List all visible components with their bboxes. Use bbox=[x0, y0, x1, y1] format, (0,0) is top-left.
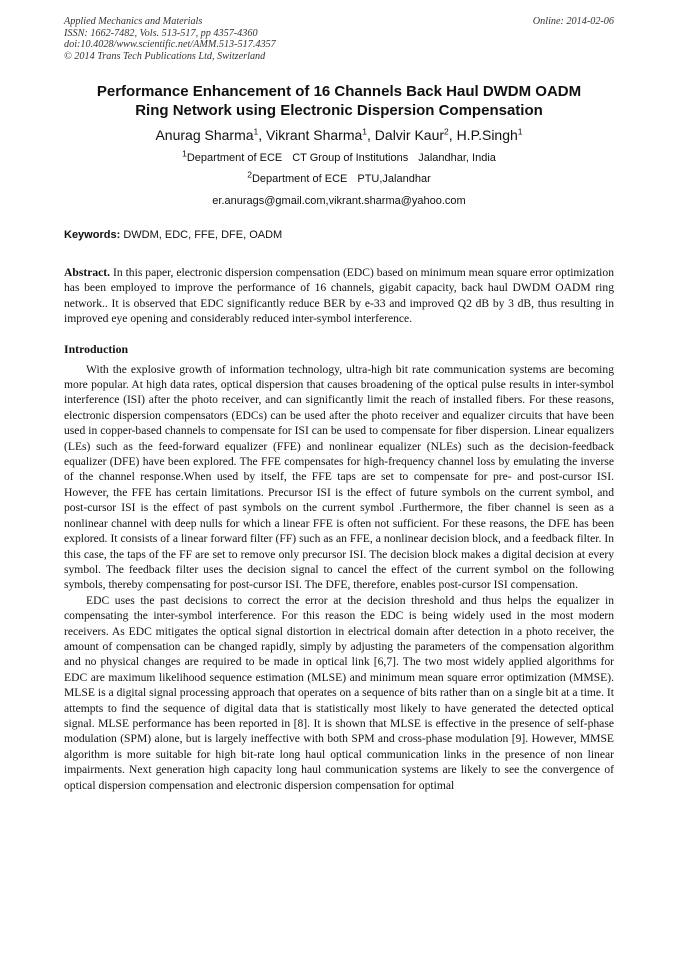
affil-dept: Department of ECE bbox=[186, 152, 283, 164]
introduction-paragraph-2: EDC uses the past decisions to correct the error at the decision threshold and thus helps the equalizer in compensating the inter-symbol interference. For this reason the EDC is being widely used in the most modern receivers. As EDC mitigates the optical signal distortion in electrical domain after detection in a photo receiver, the amount of compensation can be changed rapidly, simply by adjusting the parameters of the compensation algorithm and no physical changes are required to be made in optical link [6,7]. The two most widely applied algorithms for EDC are maximum likelihood sequence estimation (MLSE) and minimum mean square error optimization (MMSE). MLSE is a digital signal processing approach that operates on a sequence of bits rather than on a single bit at a time. It attempts to find the sequence of digital data that is statistically most likely to have generated the detected optical signal. MLSE performance has been reported in [8]. It is shown that MLSE is effective in the presence of self-phase modulation (SPM) alone, but is largely ineffective with both SPM and cross-phase modulation [9]. However, MMSE algorithm is more suitable for high bit-rate long haul optical communication links in the presence of non linear impairments. Next generation high capacity long haul communication systems are likely to see the convergence of optical dispersion compensation and electronic dispersion compensation for optimal bbox=[64, 593, 614, 792]
author-affil-mark: 1 bbox=[517, 126, 523, 137]
author-emails[interactable]: er.anurags@gmail.com,vikrant.sharma@yahoo.com bbox=[212, 195, 466, 207]
keywords bbox=[64, 228, 614, 242]
section-heading-introduction: Introduction bbox=[64, 341, 129, 356]
affil-org: PTU,Jalandhar bbox=[357, 173, 431, 185]
journal-doi[interactable]: doi:10.4028/www.scientific.net/AMM.513-517.4357 bbox=[64, 39, 276, 51]
author-affil-mark: 1 bbox=[362, 126, 368, 137]
author-3 bbox=[375, 127, 449, 143]
affiliation-1 bbox=[64, 148, 614, 165]
keywords-label: Keywords: bbox=[64, 229, 121, 241]
author-affil-mark: 1 bbox=[253, 126, 259, 137]
affil-number: 2 bbox=[247, 169, 252, 180]
affil-dept: Department of ECE bbox=[251, 173, 348, 185]
author-name: Vikrant Sharma bbox=[266, 127, 363, 143]
author-name: H.P.Singh bbox=[456, 127, 518, 143]
author-affil-mark: 2 bbox=[444, 126, 449, 137]
author-2 bbox=[266, 127, 367, 143]
author-list: Anurag Sharma$^1$, Vikrant Sharma$^1$, Dalvir Kaur$^2$, H.P.Singh$^1$ bbox=[155, 126, 523, 143]
author-name: Anurag Sharma bbox=[155, 127, 254, 143]
affiliation-2 bbox=[64, 169, 614, 186]
abstract bbox=[64, 265, 614, 327]
online-date: Online: 2014-02-06 bbox=[532, 16, 614, 27]
author-name: Dalvir Kaur bbox=[374, 127, 445, 143]
author-1 bbox=[155, 127, 258, 143]
abstract-text: In this paper, electronic dispersion compensation (EDC) based on minimum mean square error optimization has been employed to improve the performance of 16 channels, gigabit capacity, back haul DWDM OADM ring network.. It is observed that EDC significantly reduce BER by e-33 and improved Q2 dB by 3 dB, thus resulting in improved eye opening and considerably reduced inter-symbol interference. bbox=[64, 266, 614, 326]
author-4 bbox=[457, 127, 523, 143]
title-line-1: Performance Enhancement of 16 Channels Back Haul DWDM OADM bbox=[96, 83, 582, 100]
abstract-label: Abstract. bbox=[64, 266, 111, 279]
affil-city: Jalandhar, India bbox=[418, 152, 496, 164]
affil-org: CT Group of Institutions bbox=[292, 152, 409, 164]
affil-number: 1 bbox=[182, 148, 187, 159]
keywords-text: DWDM, EDC, FFE, DFE, OADM bbox=[123, 229, 283, 241]
paper-title bbox=[64, 82, 614, 120]
journal-header bbox=[64, 16, 614, 64]
journal-copyright: © 2014 Trans Tech Publications Ltd, Switzerland bbox=[64, 50, 266, 62]
journal-info bbox=[64, 16, 276, 62]
journal-name: Applied Mechanics and Materials bbox=[64, 16, 203, 27]
title-line-2: Ring Network using Electronic Dispersion Compensation bbox=[135, 102, 543, 119]
introduction-paragraph-1: With the explosive growth of information technology, ultra-high bit rate communication systems are becoming more popular. At high data rates, optical dispersion that causes broadening of the optical pulse results in inter-symbol interference (ISI) after the photo receiver, and can significantly limit the reach of installed fibers. For these reasons, electronic dispersion compensators (EDCs) can be used after the photo receiver and equalizer circuits that have been used in copper-based channels to compensate for ISI can be used to compensate for fiber dispersion. Linear equalizers (LEs) such as the feed-forward equalizer (FFE) and nonlinear equalizer (NLEs) such as the decision-feedback equalizer (DFE) have been explored. The FFE compensates for high-frequency channel loss by emulating the inverse of the channel response.When used by itself, the FFE taps are set to compensate for pre- and post-cursor ISI. However, the FFE has certain limitations. Precursor ISI is the effect of future symbols on the current symbol, and post-cursor ISI is the effect of past symbols on the current symbol .Furthermore, the fiber channel is seen as a nonlinear channel with deep nulls for which a linear FFE is often not sufficient. For these reasons, the DFE has been explored. It consists of a linear forward filter (FF) such as an FFE, a nonlinear decision block, and a feedback filter. In this case, the taps of the FF are set to remove only precursor ISI. The decision block makes a digital decision at every symbol. The feedback filter uses the decision signal to cancel the effect of the current symbol on the following symbols, thereby compensating for post-cursor ISI. The DFE, therefore, enables post-cursor ISI compensation. bbox=[64, 362, 614, 592]
journal-issn: ISSN: 1662-7482, Vols. 513-517, pp 4357-4360 bbox=[64, 27, 258, 39]
